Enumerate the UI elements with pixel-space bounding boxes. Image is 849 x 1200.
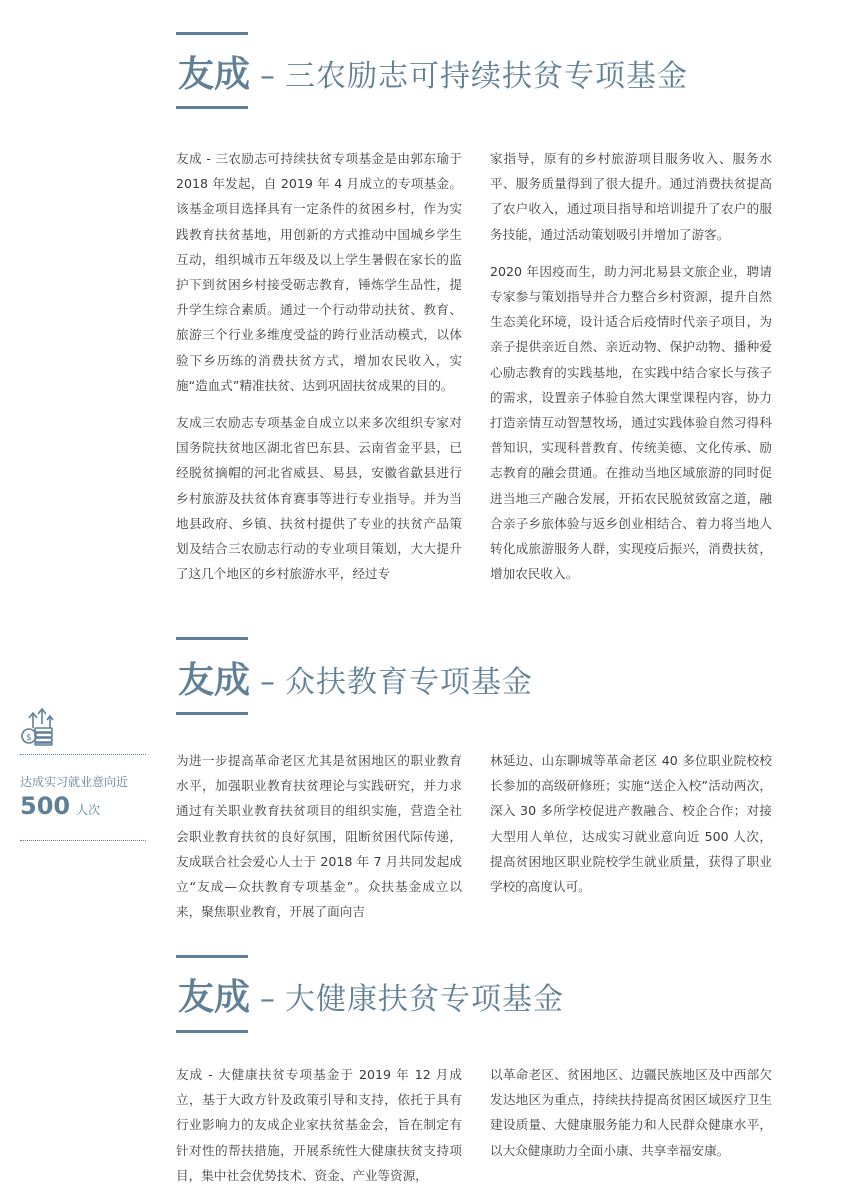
- section-heading: [178, 46, 688, 97]
- right-column: [490, 1062, 772, 1175]
- left-column: [176, 1062, 462, 1200]
- left-column: [176, 146, 462, 598]
- section-title: 三农励志可持续扶贫专项基金: [285, 59, 689, 94]
- paragraph: 友成 - 大健康扶贫专项基金于 2019 年 12 月成立，基于大政方针及政策引导和支持，依托于具有行业影响力的友成企业家扶贫基金会，旨在制定有针对性的帮扶措施，开展系统性大健康扶贫支持项目，集中社会优势技术、资金、产业等资源，: [176, 1067, 462, 1183]
- stat-number: 500: [20, 792, 71, 820]
- brand-name: 友成: [178, 660, 251, 701]
- stat-label: 达成实习就业意向近: [20, 775, 129, 789]
- brand-name: 友成: [178, 54, 251, 95]
- section-title: 众扶教育专项基金: [285, 665, 534, 700]
- dotted-divider: [20, 754, 146, 755]
- heading-dash: –: [260, 665, 276, 700]
- stat-value: [20, 792, 146, 820]
- paragraph: 友成三农励志专项基金自成立以来多次组织专家对国务院扶贫地区湖北省巴东县、云南省金平县，已经脱贫摘帽的河北省威县、易县，安徽省歙县进行乡村旅游及扶贫体育赛事等进行专业指导。并为当地县政府、乡镇、扶贫村提供了专业的扶贫产品策划及结合三农励志行动的专业项目策划，大大提升了这几个地区的乡村旅游水平，经过专: [176, 415, 462, 582]
- top-rule: [176, 637, 248, 640]
- top-rule: [176, 955, 248, 958]
- stat-callout: [20, 706, 146, 841]
- heading-dash: –: [260, 59, 276, 94]
- section-heading: [178, 969, 564, 1020]
- svg-text:$: $: [26, 733, 32, 743]
- paragraph: 2020 年因疫而生，助力河北易县文旅企业，聘请专家参与策划指导并合力整合乡村资源，提升自然生态美化环境，设计适合后疫情时代亲子项目，为亲子提供亲近自然、亲近动物、保护动物、播种爱心励志教育的实践基地，在实践中结合家长与孩子的需求，设置亲子体验自然大课堂课程内容，协力打造亲情互动智慧牧场，通过实践体验自然习得科普知识，实现科普教育、传统美德、文化传承、励志教育的融会贯通。在推动当地区域旅游的同时促进当地三产融合发展，开拓农民脱贫致富之道，融合亲子乡旅体验与返乡创业相结合、着力将当地人转化成旅游服务人群，实现疫后振兴，消费扶贫，增加农民收入。: [490, 263, 772, 582]
- section-heading: [178, 652, 533, 703]
- coins-growth-icon: [20, 706, 54, 746]
- right-column: [490, 748, 772, 911]
- brand-name: 友成: [178, 977, 251, 1018]
- paragraph: 以革命老区、贫困地区、边疆民族地区及中西部欠发达地区为重点，持续扶持提高贫困区域医疗卫生建设质量、大健康服务能力和人民群众健康水平，以大众健康助力全面小康、共享幸福安康。: [490, 1067, 772, 1158]
- paragraph: 友成 - 三农励志可持续扶贫专项基金是由郭东瑜于 2018 年发起，自 2019 年 4 月成立的专项基金。该基金项目选择具有一定条件的贫困乡村，作为实践教育扶贫基地，用创新的方式推动中国城乡学生互动，组织城市五年级及以上学生暑假在家长的监护下到贫困乡村接受砺志教育，锤炼学生品性，提升学生综合素质。通过一个行动带动扶贫、教育、旅游三个行业多维度受益的跨行业活动模式，以体验下乡历练的消费扶贫方式，增加农民收入，实施“造血式”精准扶贫、达到巩固扶贫成果的目的。: [176, 151, 462, 393]
- stat-unit: 人次: [76, 803, 101, 817]
- bottom-rule: [176, 106, 248, 109]
- paragraph: 为进一步提高革命老区尤其是贫困地区的职业教育水平，加强职业教育扶贫理论与实践研究，并力求通过有关职业教育扶贫项目的组织实施，营造全社会职业教育扶贫的良好氛围，阻断贫困代际传递，友成联合社会爱心人士于 2018 年 7 月共同发起成立“友成—众扶教育专项基金”。众扶基金成立以来，聚焦职业教育，开展了面向吉: [176, 753, 462, 920]
- bottom-rule: [176, 712, 248, 715]
- bottom-rule: [176, 1030, 248, 1033]
- section-title: 大健康扶贫专项基金: [285, 982, 565, 1017]
- left-column: [176, 748, 462, 936]
- paragraph: 林延边、山东聊城等革命老区 40 多位职业院校校长参加的高级研修班；实施“送企入校”活动两次，深入 30 多所学校促进产教融合、校企合作；对接大型用人单位，达成实习就业意向近 500 人次，提高贫困地区职业院校学生就业质量，获得了职业学校的高度认可。: [490, 753, 772, 895]
- top-rule: [176, 32, 248, 35]
- paragraph: 家指导，原有的乡村旅游项目服务收入、服务水平、服务质量得到了很大提升。通过消费扶贫提高了农户收入，通过项目指导和培训提升了农户的服务技能，通过活动策划吸引并增加了游客。: [490, 151, 772, 242]
- right-column: [490, 146, 772, 598]
- dotted-divider: [20, 840, 146, 841]
- heading-dash: –: [260, 982, 276, 1017]
